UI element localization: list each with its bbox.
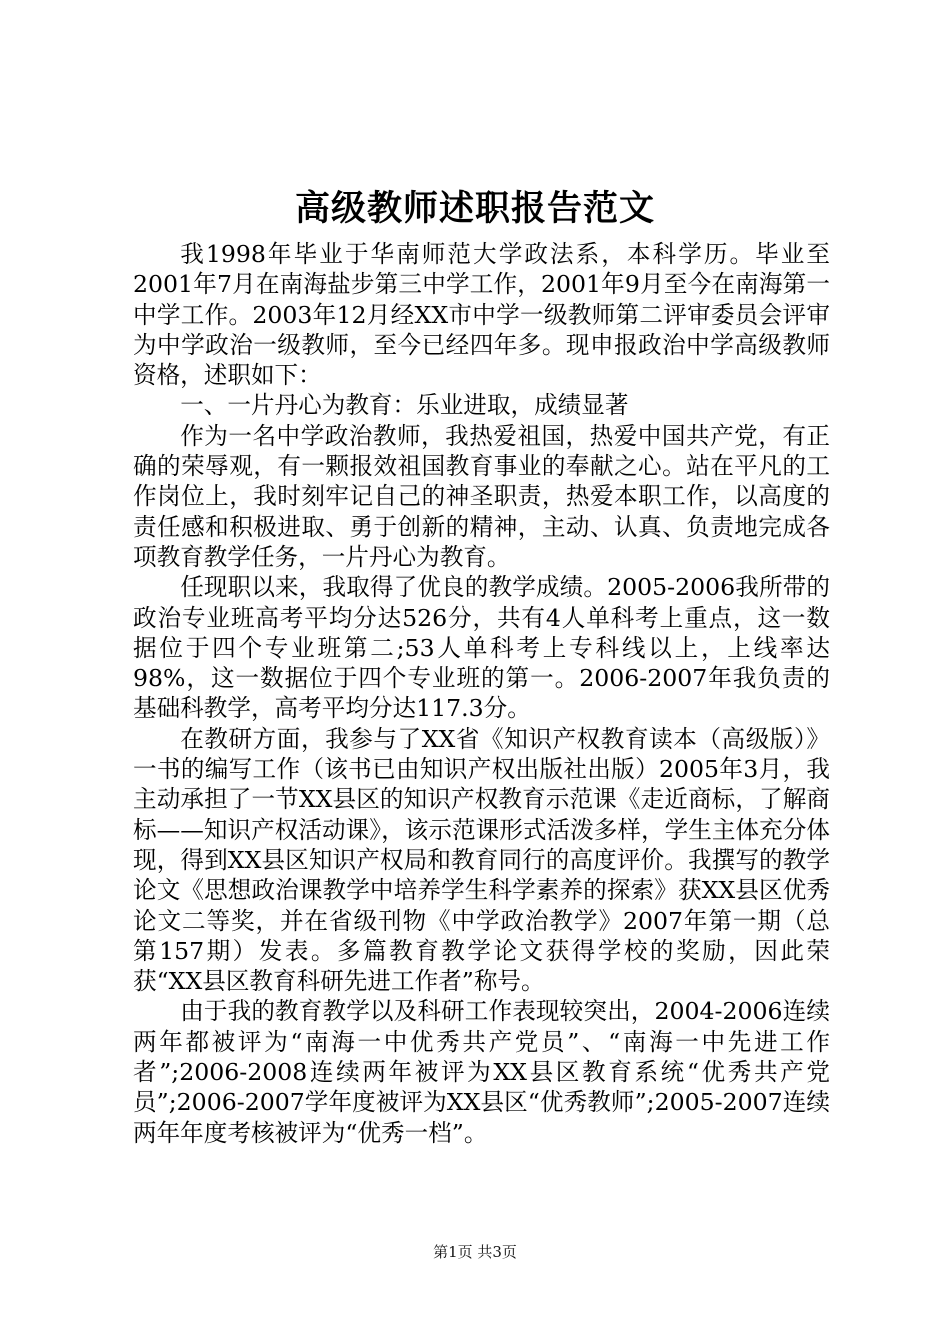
paragraph-research: 在教研方面，我参与了XX省《知识产权教育读本（高级版）》一书的编写工作（该书已由知识产权出版社出版）2005年3月，我主动承担了一节XX县区的知识产权教育示范课《走近商标，了解商标——知识产权活动课》，该示范课形式活泼多样，学生主体充分体现，得到XX县区知识产权局和教育同行的高度评价。我撰写的教学论文《思想政治课教学中培养学生科学素养的探索》获XX县区优秀论文二等奖，并在省级刊物《中学政治教学》2007年第一期（总第157期）发表。多篇教育教学论文获得学校的奖励，因此荣获“XX县区教育科研先进工作者”称号。: [133, 724, 830, 996]
page-number-footer: 第1页 共3页: [433, 1243, 517, 1261]
section-heading-1: 一、一片丹心为教育：乐业进取，成绩显著: [180, 391, 629, 420]
document-title: 高级教师述职报告范文: [294, 188, 655, 229]
paragraph-intro: 我1998年毕业于华南师范大学政法系，本科学历。毕业至2001年7月在南海盐步第三中学工作，2001年9月至今在南海第一中学工作。2003年12月经XX市中学一级教师第二评审委员会评审为中学政治一级教师，至今已经四年多。现申报政治中学高级教师资格，述职如下：: [133, 240, 830, 390]
paragraph-honors: 由于我的教育教学以及科研工作表现较突出，2004-2006连续两年都被评为“南海一中优秀共产党员”、“南海一中先进工作者”;2006-2008连续两年被评为XX县区教育系统“优秀共产党员”;2006-2007学年度被评为XX县区“优秀教师”;2005-2007连续两年年度考核被评为“优秀一档”。: [133, 997, 830, 1147]
paragraph-dedication: 作为一名中学政治教师，我热爱祖国，热爱中国共产党，有正确的荣辱观，有一颗报效祖国教育事业的奉献之心。站在平凡的工作岗位上，我时刻牢记自己的神圣职责，热爱本职工作，以高度的责任感和积极进取、勇于创新的精神，主动、认真、负责地完成各项教育教学任务，一片丹心为教育。: [133, 421, 830, 571]
paragraph-teaching-results: 任现职以来，我取得了优良的教学成绩。2005-2006我所带的政治专业班高考平均分达526分，共有4人单科考上重点，这一数据位于四个专业班第二;53人单科考上专科线以上，上线率达98%，这一数据位于四个专业班的第一。2006-2007年我负责的基础科教学，高考平均分达117.3分。: [133, 573, 830, 723]
document-body: [133, 239, 830, 1148]
